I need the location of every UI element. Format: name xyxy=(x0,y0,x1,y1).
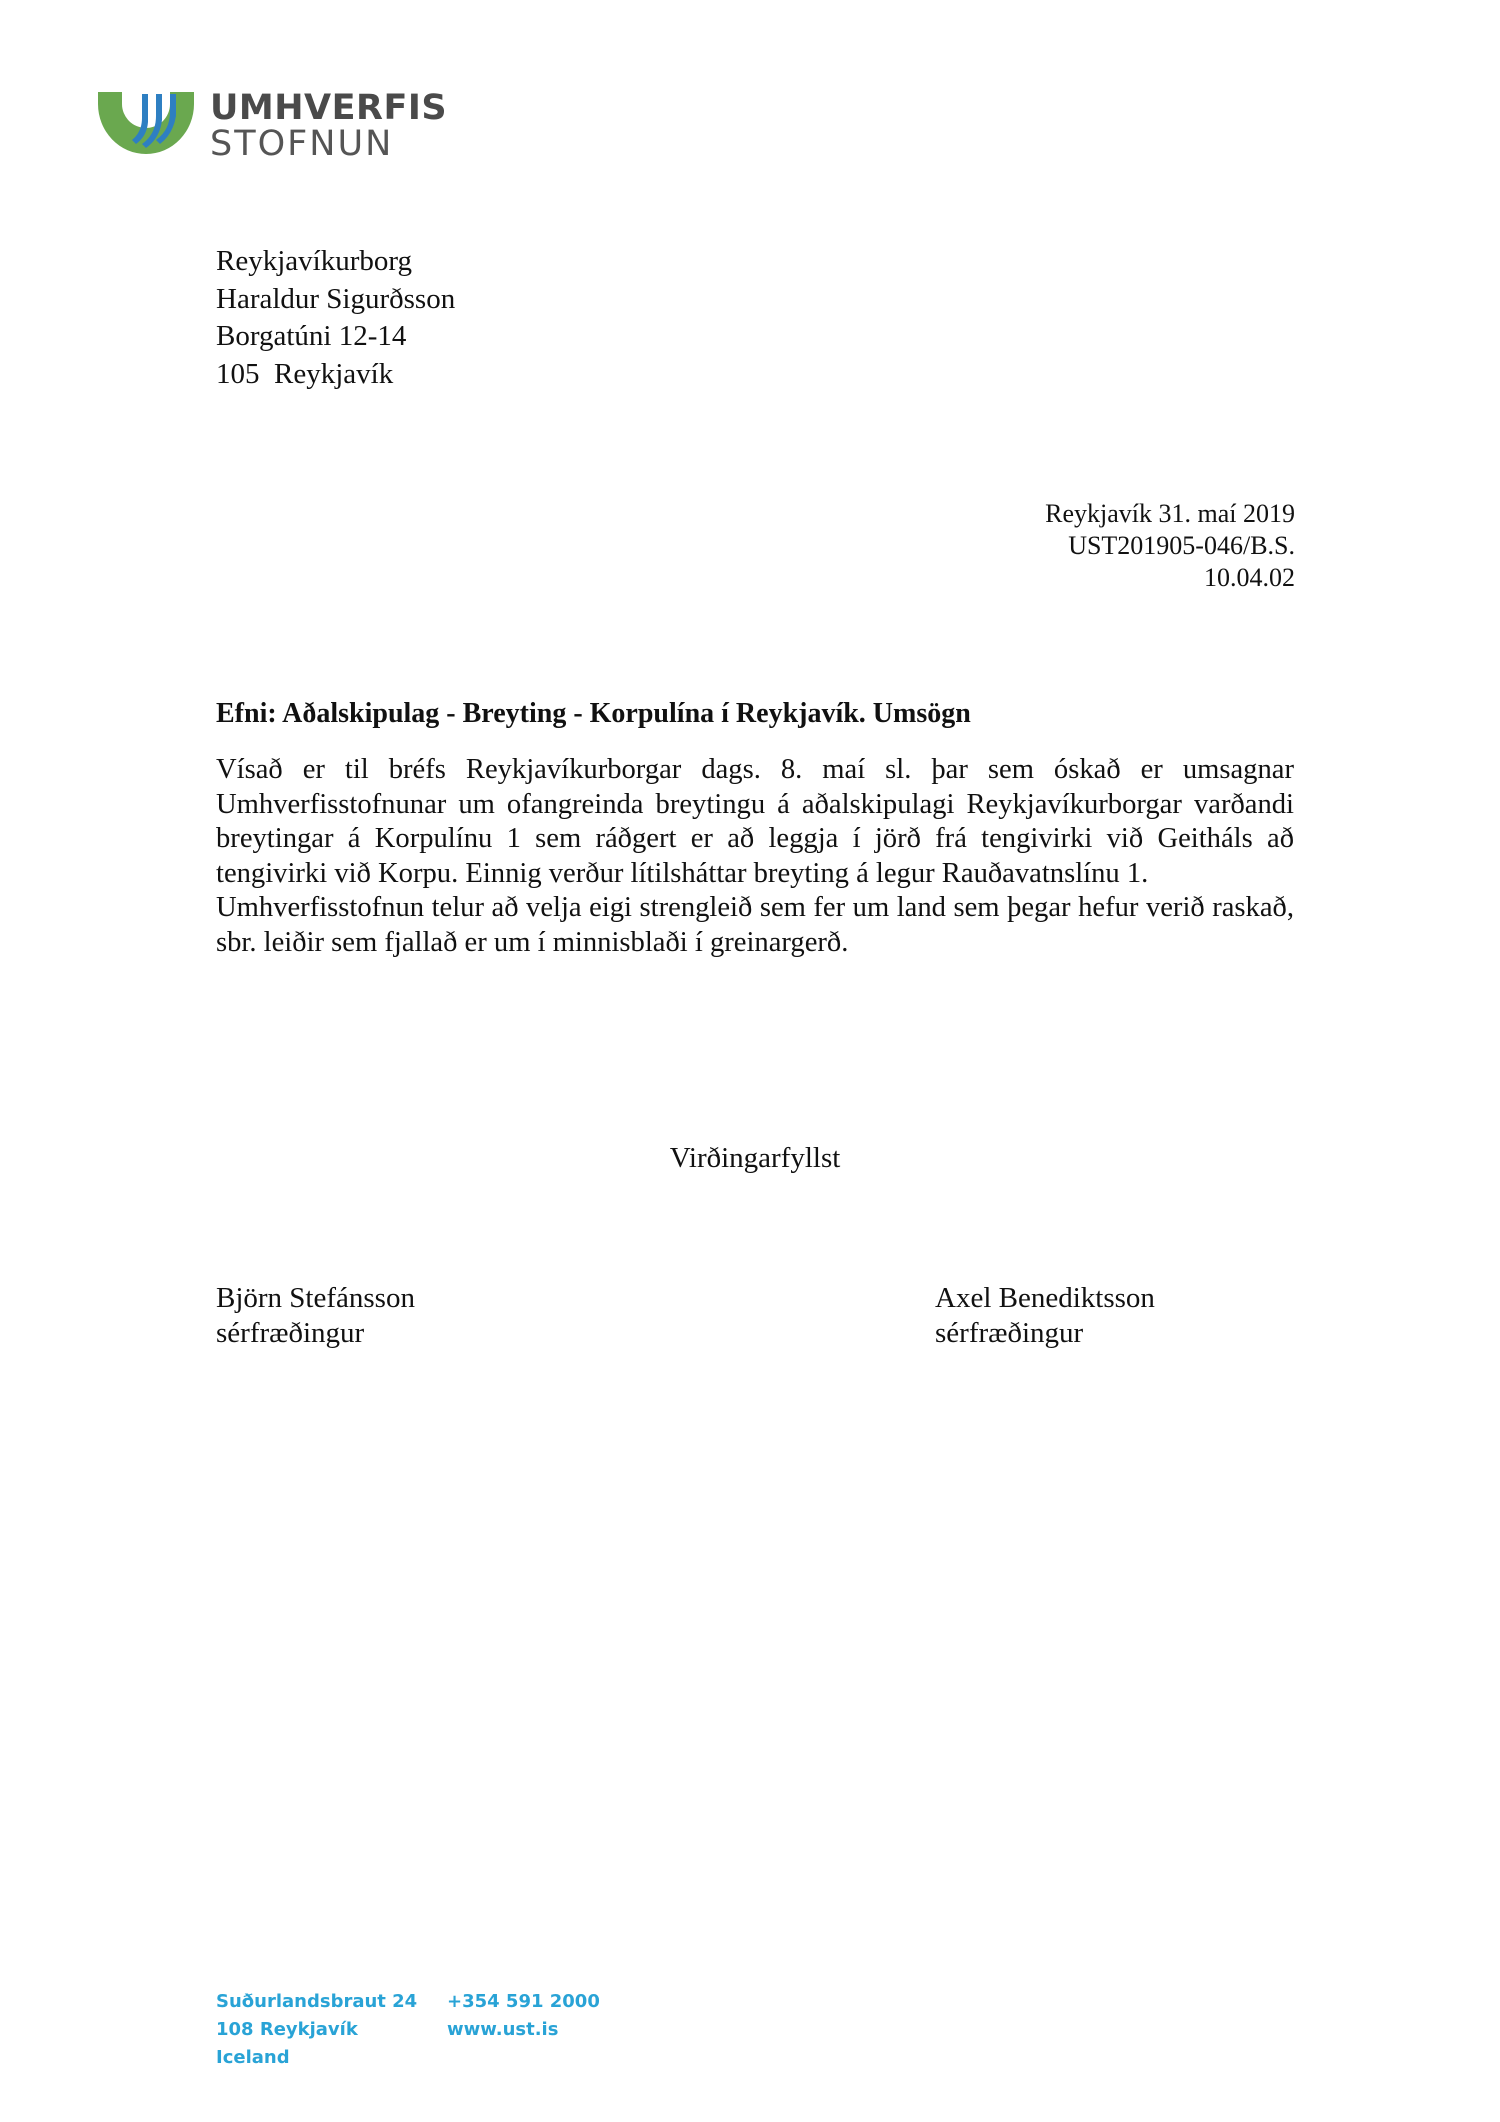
recipient-street: Borgatúni 12-14 xyxy=(216,320,407,352)
logo-mark-icon xyxy=(98,92,198,158)
letter-date: Reykjavík 31. maí 2019 xyxy=(1045,499,1295,528)
recipient-address xyxy=(216,243,455,393)
letter-body xyxy=(216,753,1294,960)
signature-block xyxy=(216,1281,415,1350)
letter-meta xyxy=(1045,498,1295,594)
body-paragraph: Vísað er til bréfs Reykjavíkurborgar dags. 8. maí sl. þar sem óskað er umsagnar Umhverfisstofnunar um ofangreinda breytingu á aðalskipulagi Reykjavíkurborgar varðandi breytingar á Korpulínu 1 sem ráðgert er að leggja í jörð frá tengivirki við Geitháls að tengivirki við Korpu. Einnig verður lítilsháttar breyting á legur Rauðavatnslínu 1. xyxy=(216,754,1294,889)
footer-address xyxy=(216,1988,417,2072)
recipient-city: 105 Reykjavík xyxy=(216,357,394,390)
signature-block xyxy=(935,1281,1155,1350)
footer-city: 108 Reykjavík xyxy=(216,2019,358,2040)
signer-title: sérfræðingur xyxy=(216,1316,365,1349)
letter-subject: Efni: Aðalskipulag - Breyting - Korpulína í Reykjavík. Umsögn xyxy=(216,698,971,729)
letter-case-number: 10.04.02 xyxy=(1204,563,1295,592)
signer-name: Björn Stefánsson xyxy=(216,1282,415,1314)
footer-website-link[interactable]: www.ust.is xyxy=(447,2019,559,2040)
body-paragraph: Umhverfisstofnun telur að velja eigi strengleið sem fer um land sem þegar hefur verið raskað, sbr. leiðir sem fjallað er um í minnisblaði í greinargerð. xyxy=(216,892,1294,958)
logo-text-line2: STOFNUN xyxy=(210,124,394,164)
letter-closing: Virðingarfyllst xyxy=(669,1142,841,1174)
recipient-organization: Reykjavíkurborg xyxy=(216,245,412,277)
footer-country: Iceland xyxy=(216,2047,290,2068)
footer-phone: +354 591 2000 xyxy=(447,1991,600,2012)
footer-contact xyxy=(447,1988,600,2044)
recipient-person: Haraldur Sigurðsson xyxy=(216,282,456,315)
organization-logo xyxy=(98,88,448,168)
signer-title: sérfræðingur xyxy=(935,1316,1084,1349)
letter-reference: UST201905-046/B.S. xyxy=(1068,531,1295,560)
logo-text-line1: UMHVERFIS xyxy=(210,88,448,128)
footer-street: Suðurlandsbraut 24 xyxy=(216,1991,418,2012)
signer-name: Axel Benediktsson xyxy=(935,1282,1155,1314)
